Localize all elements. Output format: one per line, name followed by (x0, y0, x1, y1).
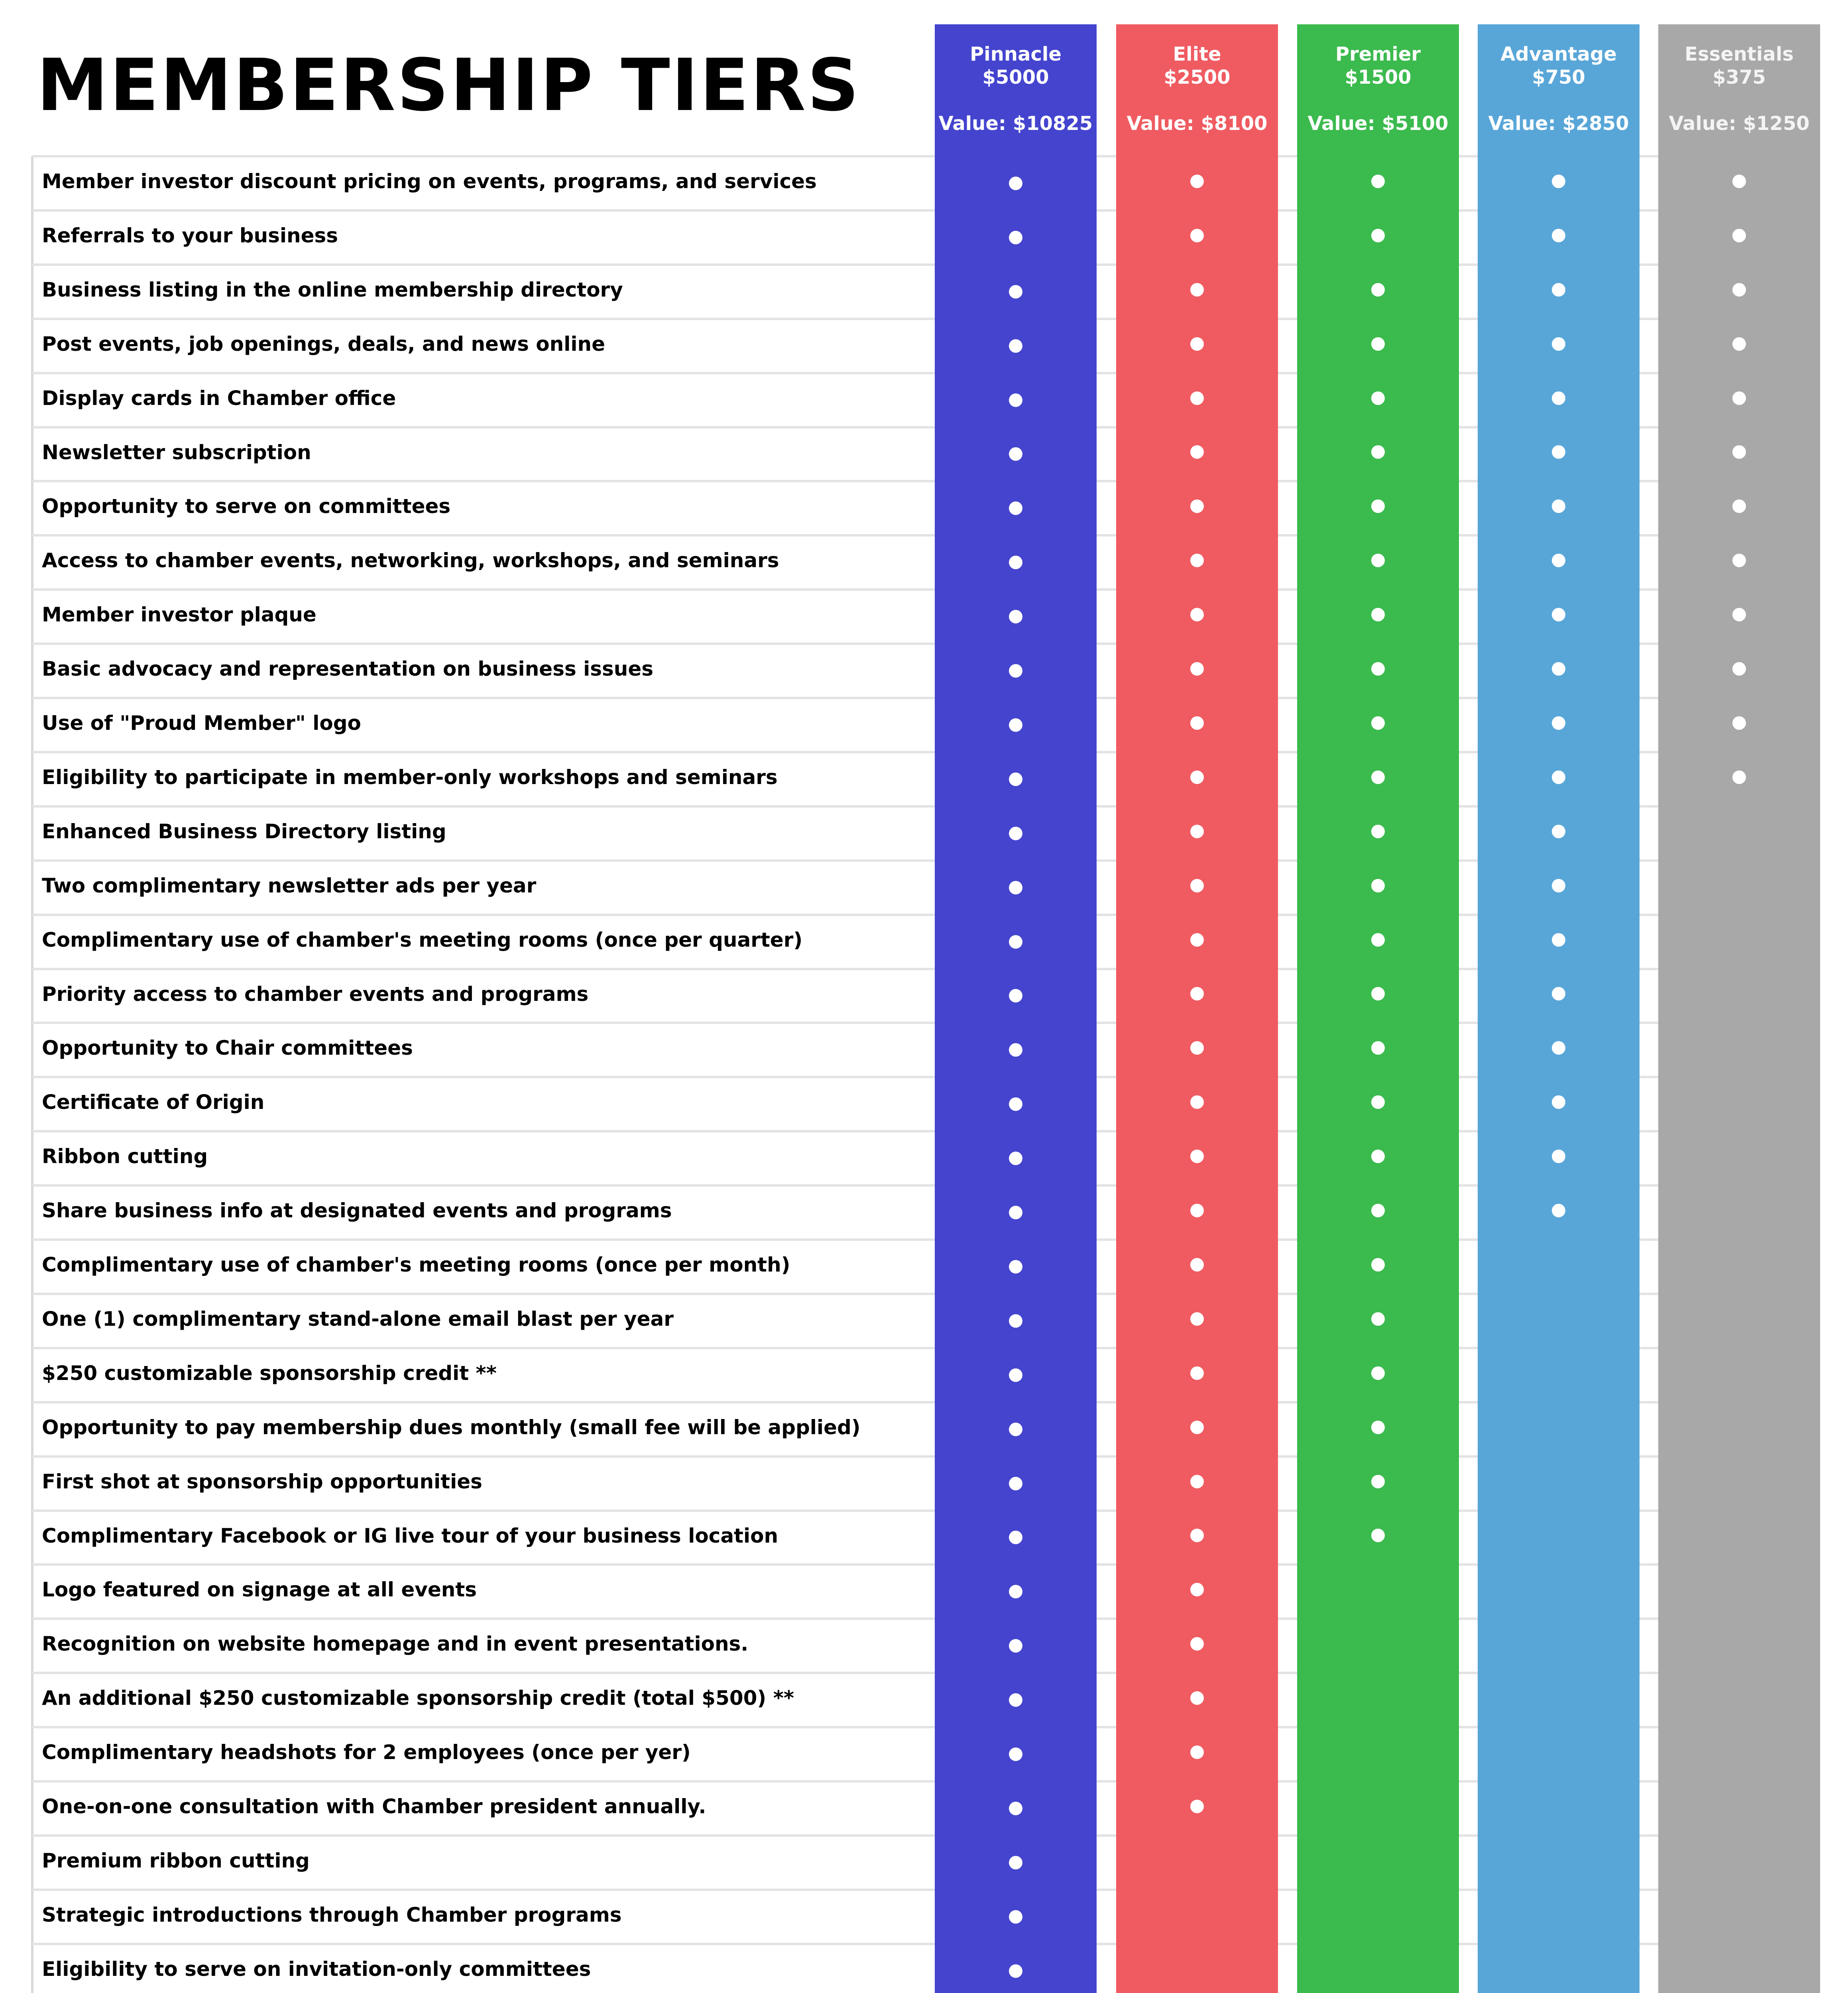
included-dot-icon (1009, 393, 1022, 407)
benefit-label: Post events, job openings, deals, and news online (42, 332, 606, 356)
included-dot-icon (1732, 608, 1746, 621)
included-dot-icon (1371, 229, 1385, 242)
included-dot-icon (1371, 1150, 1385, 1163)
included-dot-icon (1190, 1366, 1204, 1380)
benefit-label: Certificate of Origin (42, 1091, 265, 1114)
benefit-label: Complimentary Facebook or IG live tour of your business location (42, 1524, 779, 1547)
benefit-label: Opportunity to serve on committees (42, 495, 451, 518)
included-dot-icon (1190, 608, 1204, 621)
benefit-label: Strategic introductions through Chamber programs (42, 1903, 622, 1926)
benefit-label: Premium ribbon cutting (42, 1849, 310, 1872)
included-dot-icon (1190, 716, 1204, 730)
included-dot-icon (1732, 229, 1746, 242)
included-dot-icon (1009, 1693, 1022, 1707)
benefit-label: $250 customizable sponsorship credit ** (42, 1361, 497, 1385)
included-dot-icon (1009, 1423, 1022, 1436)
included-dot-icon (1552, 391, 1565, 405)
included-dot-icon (1190, 283, 1204, 297)
benefit-label: Priority access to chamber events and programs (42, 982, 589, 1006)
included-dot-icon (1009, 1910, 1022, 1924)
included-dot-icon (1371, 283, 1385, 297)
benefit-label: Eligibility to participate in member-only workshops and seminars (42, 765, 778, 789)
included-dot-icon (1190, 554, 1204, 567)
benefit-label: An additional $250 customizable sponsorship credit (total $500) ** (42, 1686, 794, 1710)
included-dot-icon (1371, 879, 1385, 892)
tier-value: Value: $2850 (1488, 112, 1629, 135)
included-dot-icon (1732, 175, 1746, 188)
included-dot-icon (1732, 337, 1746, 351)
included-dot-icon (1190, 1150, 1204, 1163)
included-dot-icon (1009, 664, 1022, 678)
included-dot-icon (1190, 1691, 1204, 1705)
included-dot-icon (1009, 1314, 1022, 1328)
benefit-label: Access to chamber events, networking, workshops, and seminars (42, 549, 779, 572)
included-dot-icon (1371, 391, 1385, 405)
tier-price: $750 (1532, 66, 1585, 88)
benefit-label: Complimentary use of chamber's meeting rooms (once per month) (42, 1253, 790, 1276)
benefit-label: Share business info at designated events and programs (42, 1199, 672, 1223)
benefit-label: Member investor discount pricing on events, programs, and services (42, 170, 817, 193)
included-dot-icon (1552, 825, 1565, 838)
included-dot-icon (1552, 337, 1565, 351)
included-dot-icon (1371, 608, 1385, 621)
included-dot-icon (1009, 1152, 1022, 1165)
benefit-label: Eligibility to serve on invitation-only committees (42, 1957, 591, 1981)
included-dot-icon (1732, 283, 1746, 297)
benefit-label: Opportunity to pay membership dues monthly (small fee will be applied) (42, 1415, 861, 1439)
benefit-label: Complimentary headshots for 2 employees (once per yer) (42, 1741, 691, 1764)
included-dot-icon (1371, 933, 1385, 947)
tier-column-advantage (1478, 24, 1640, 1993)
included-dot-icon (1552, 879, 1565, 892)
included-dot-icon (1552, 608, 1565, 621)
tier-name: Premier (1335, 43, 1421, 65)
tier-name: Elite (1173, 43, 1221, 65)
included-dot-icon (1371, 175, 1385, 188)
table-left-border (31, 156, 33, 1993)
included-dot-icon (1552, 933, 1565, 947)
included-dot-icon (1190, 1095, 1204, 1109)
benefit-label: Newsletter subscription (42, 440, 311, 464)
included-dot-icon (1190, 391, 1204, 405)
tier-value: Value: $5100 (1307, 112, 1449, 135)
benefit-label: One (1) complimentary stand-alone email blast per year (42, 1307, 674, 1331)
included-dot-icon (1009, 881, 1022, 894)
tier-name: Essentials (1685, 43, 1794, 65)
page-title: MEMBERSHIP TIERS (37, 44, 861, 127)
included-dot-icon (1190, 1421, 1204, 1434)
included-dot-icon (1732, 391, 1746, 405)
included-dot-icon (1190, 770, 1204, 784)
included-dot-icon (1371, 1475, 1385, 1488)
included-dot-icon (1009, 339, 1022, 353)
included-dot-icon (1009, 1964, 1022, 1978)
benefit-label: Opportunity to Chair committees (42, 1036, 413, 1060)
tier-header-elite (1116, 24, 1278, 156)
benefit-label: Recognition on website homepage and in event presentations. (42, 1632, 749, 1656)
included-dot-icon (1009, 718, 1022, 732)
included-dot-icon (1190, 1258, 1204, 1272)
included-dot-icon (1371, 1312, 1385, 1326)
included-dot-icon (1371, 554, 1385, 567)
included-dot-icon (1732, 770, 1746, 784)
included-dot-icon (1552, 175, 1565, 188)
tier-name: Pinnacle (970, 43, 1062, 65)
included-dot-icon (1552, 229, 1565, 242)
included-dot-icon (1009, 1639, 1022, 1653)
included-dot-icon (1371, 1421, 1385, 1434)
included-dot-icon (1190, 175, 1204, 188)
included-dot-icon (1009, 1206, 1022, 1219)
included-dot-icon (1732, 662, 1746, 676)
benefit-label: Logo featured on signage at all events (42, 1578, 477, 1602)
included-dot-icon (1009, 827, 1022, 840)
benefit-label: Member investor plaque (42, 603, 317, 627)
tier-value: Value: $10825 (938, 112, 1093, 135)
included-dot-icon (1009, 1097, 1022, 1111)
included-dot-icon (1552, 1204, 1565, 1217)
tier-price: $2500 (1164, 66, 1231, 88)
tier-price: $1500 (1345, 66, 1412, 88)
included-dot-icon (1190, 1204, 1204, 1217)
tier-price: $375 (1712, 66, 1766, 88)
included-dot-icon (1552, 662, 1565, 676)
tier-column-essentials (1658, 24, 1820, 1993)
included-dot-icon (1732, 716, 1746, 730)
included-dot-icon (1190, 1745, 1204, 1759)
tier-value: Value: $8100 (1126, 112, 1268, 135)
included-dot-icon (1009, 1856, 1022, 1869)
benefit-label: One-on-one consultation with Chamber president annually. (42, 1795, 706, 1818)
included-dot-icon (1009, 285, 1022, 299)
included-dot-icon (1371, 1204, 1385, 1217)
included-dot-icon (1190, 1475, 1204, 1488)
included-dot-icon (1009, 556, 1022, 569)
included-dot-icon (1009, 231, 1022, 244)
tier-header-premier (1297, 24, 1459, 156)
included-dot-icon (1732, 554, 1746, 567)
benefit-label: Business listing in the online membership directory (42, 278, 623, 301)
included-dot-icon (1371, 1366, 1385, 1380)
included-dot-icon (1190, 879, 1204, 892)
included-dot-icon (1190, 933, 1204, 947)
included-dot-icon (1371, 1095, 1385, 1109)
included-dot-icon (1552, 716, 1565, 730)
included-dot-icon (1371, 337, 1385, 351)
included-dot-icon (1371, 770, 1385, 784)
benefit-label: Basic advocacy and representation on business issues (42, 657, 654, 681)
benefit-label: Display cards in Chamber office (42, 386, 396, 410)
tier-price: $5000 (982, 66, 1049, 88)
included-dot-icon (1190, 662, 1204, 676)
included-dot-icon (1190, 1312, 1204, 1326)
included-dot-icon (1009, 1368, 1022, 1382)
tier-value: Value: $1250 (1669, 112, 1810, 135)
tier-header-essentials (1658, 24, 1820, 156)
included-dot-icon (1009, 1747, 1022, 1761)
included-dot-icon (1190, 1637, 1204, 1651)
included-dot-icon (1371, 825, 1385, 838)
tier-header-advantage (1478, 24, 1640, 156)
included-dot-icon (1190, 825, 1204, 838)
benefit-label: Enhanced Business Directory listing (42, 820, 446, 843)
tier-column-premier (1297, 24, 1459, 1993)
included-dot-icon (1371, 662, 1385, 676)
included-dot-icon (1009, 1802, 1022, 1815)
included-dot-icon (1552, 770, 1565, 784)
included-dot-icon (1190, 229, 1204, 242)
tier-header-pinnacle (935, 24, 1097, 156)
included-dot-icon (1552, 554, 1565, 567)
benefit-label: Referrals to your business (42, 224, 338, 247)
benefit-label: First shot at sponsorship opportunities (42, 1470, 482, 1493)
included-dot-icon (1190, 337, 1204, 351)
included-dot-icon (1009, 1477, 1022, 1490)
benefit-label: Use of "Proud Member" logo (42, 712, 361, 735)
included-dot-icon (1009, 177, 1022, 190)
included-dot-icon (1371, 716, 1385, 730)
benefit-label: Complimentary use of chamber's meeting rooms (once per quarter) (42, 928, 803, 951)
benefit-label: Ribbon cutting (42, 1145, 208, 1168)
benefit-label: Two complimentary newsletter ads per year (42, 874, 537, 897)
included-dot-icon (1009, 610, 1022, 623)
tier-name: Advantage (1500, 43, 1617, 65)
included-dot-icon (1009, 935, 1022, 949)
included-dot-icon (1371, 1258, 1385, 1272)
included-dot-icon (1552, 1095, 1565, 1109)
included-dot-icon (1190, 1800, 1204, 1813)
included-dot-icon (1552, 1150, 1565, 1163)
included-dot-icon (1009, 772, 1022, 786)
included-dot-icon (1009, 1260, 1022, 1274)
included-dot-icon (1552, 283, 1565, 297)
